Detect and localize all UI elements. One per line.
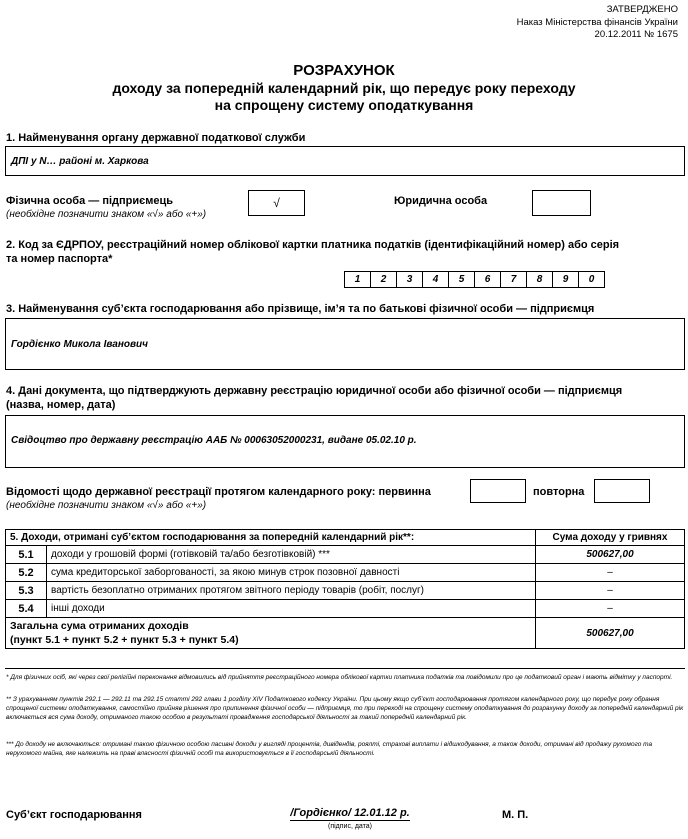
registration-label: Відомості щодо державної реєстрації протягом календарного року: первинна <box>6 486 431 498</box>
code-digit[interactable]: 0 <box>578 271 605 288</box>
individual-label: Фізична особа — підприємець <box>6 195 173 207</box>
signature-caption: (підпис, дата) <box>327 823 373 830</box>
approved-label: ЗАТВЕРДЖЕНО <box>606 4 678 15</box>
code-digit[interactable]: 5 <box>448 271 475 288</box>
name-field[interactable] <box>5 318 685 370</box>
total-row <box>6 618 685 649</box>
table-header-row <box>6 530 685 546</box>
footnote-3: *** До доходу не включаються: отримані такою фізичною особою пасивні доходи у вигляді процентів, дивідендів, роялті, страхові виплати і відшкодування, а також доходи, отримані від продажу рухомого та нерухомого майна, яке належить на праві власності фізичній особі та використовується в її господарській діяльності. <box>6 741 653 757</box>
table-row <box>6 564 685 582</box>
total-label: Загальна сума отриманих доходів <box>10 620 189 632</box>
footnote-divider <box>5 668 685 669</box>
tax-office-field[interactable] <box>5 146 685 176</box>
repeat-registration-checkbox[interactable] <box>594 479 650 503</box>
sum-header: Сума доходу у гривнях <box>536 530 685 546</box>
order-label: Наказ Міністерства фінансів України <box>516 16 678 28</box>
row-number: 5.1 <box>6 546 47 564</box>
repeat-registration-label: повторна <box>533 486 585 498</box>
income-table <box>5 529 685 649</box>
registration-doc-field[interactable] <box>5 415 685 468</box>
row-number: 5.4 <box>6 600 47 618</box>
row-value[interactable]: – <box>536 564 685 582</box>
mark-note: (необхідне позначити знаком «√» або «+») <box>6 209 207 220</box>
code-digit[interactable]: 2 <box>370 271 397 288</box>
section1-label: 1. Найменування органу державної податкової служби <box>6 132 306 144</box>
section4-label <box>6 384 686 412</box>
primary-registration-checkbox[interactable] <box>470 479 526 503</box>
section2-label-line-1: 2. Код за ЄДРПОУ, реєстраційний номер облікової картки платника податків (ідентифікаційний номер) або серія <box>6 239 620 251</box>
total-label-cell <box>6 618 536 649</box>
code-digit[interactable]: 7 <box>500 271 527 288</box>
row-number: 5.2 <box>6 564 47 582</box>
registration-note: (необхідне позначити знаком «√» або «+») <box>6 500 207 511</box>
table-row <box>6 546 685 564</box>
registration-doc-value: Свідоцтво про державну реєстрацію ААБ № 00063052000231, видане 05.02.10 р. <box>11 435 417 446</box>
section2-label <box>6 238 686 266</box>
subtitle-line-2: на спрощену систему оподаткування <box>214 97 474 113</box>
code-digit[interactable]: 1 <box>344 271 371 288</box>
row-text: сума кредиторської заборгованості, за якою минув строк позовної давності <box>47 564 536 582</box>
footnote-2: ** З урахуванням пунктів 292.1 — 292.11 та 292.15 статті 292 глави 1 розділу XIV Податкового кодексу України. При цьому якщо суб’єкт господарювання протягом календарного року, що передує року обрання спрощеної системи оподаткування, самостійно прийняв рішення про припинення фізичної особи — підприємця, то при переході на спрощену систему оподаткування до розрахунку доходу за попередній календарний рік включається вся сума доходу, отриманого такою особою в результаті провадження господарської діяльності за такий попередній календарний рік. <box>6 696 684 721</box>
code-digit[interactable]: 9 <box>552 271 579 288</box>
income-header: 5. Доходи, отримані суб’єктом господарювання за попередній календарний рік**: <box>6 530 536 546</box>
code-digit[interactable]: 4 <box>422 271 449 288</box>
section2-label-line-2: та номер паспорта* <box>6 253 113 265</box>
approval-stamp <box>517 4 678 42</box>
individual-checkbox[interactable]: √ <box>248 190 305 216</box>
row-value[interactable]: – <box>536 582 685 600</box>
signature-field[interactable]: /Гордієнко/ 12.01.12 р. <box>290 807 410 819</box>
name-value: Гордієнко Микола Іванович <box>11 339 148 350</box>
legal-entity-checkbox[interactable] <box>532 190 591 216</box>
stamp-place: М. П. <box>502 809 529 821</box>
signature-label: Суб’єкт господарювання <box>6 809 142 821</box>
legal-entity-label: Юридична особа <box>394 195 488 207</box>
total-formula: (пункт 5.1 + пункт 5.2 + пункт 5.3 + пункт 5.4) <box>10 634 239 646</box>
total-value[interactable]: 500627,00 <box>536 618 685 649</box>
row-number: 5.3 <box>6 582 47 600</box>
row-value[interactable]: 500627,00 <box>536 546 685 564</box>
tax-office-value: ДПІ у N… районі м. Харкова <box>11 156 149 167</box>
table-row <box>6 600 685 618</box>
table-row <box>6 582 685 600</box>
doc-subtitle <box>0 80 688 114</box>
section3-label: 3. Найменування суб’єкта господарювання або прізвище, ім’я та по батькові фізичної особи — підприємця <box>6 303 595 315</box>
code-digit[interactable]: 8 <box>526 271 553 288</box>
footnote-1: * Для фізичних осіб, які через свої релігійні переконання відмовились від прийняття реєстраційного номера облікової картки платника податків та повідомили про це податковий орган і мають відмітку у паспорті. <box>6 674 673 681</box>
code-digit[interactable]: 6 <box>474 271 501 288</box>
code-digit[interactable]: 3 <box>396 271 423 288</box>
row-value[interactable]: – <box>536 600 685 618</box>
row-text: доходи у грошовій формі (готівковій та/або безготівковій) *** <box>47 546 536 564</box>
row-text: вартість безоплатно отриманих протягом звітного періоду товарів (робіт, послуг) <box>47 582 536 600</box>
code-cells <box>345 269 605 288</box>
order-date: 20.12.2011 № 1675 <box>594 29 678 40</box>
subtitle-line-1: доходу за попередній календарний рік, що передує року переходу <box>112 80 576 96</box>
doc-title: РОЗРАХУНОК <box>293 62 395 79</box>
row-text: інші доходи <box>47 600 536 618</box>
section4-label-line-2: (назва, номер, дата) <box>6 399 116 411</box>
section4-label-line-1: 4. Дані документа, що підтверджують державну реєстрацію юридичної особи або фізичної особи — підприємця <box>6 385 623 397</box>
